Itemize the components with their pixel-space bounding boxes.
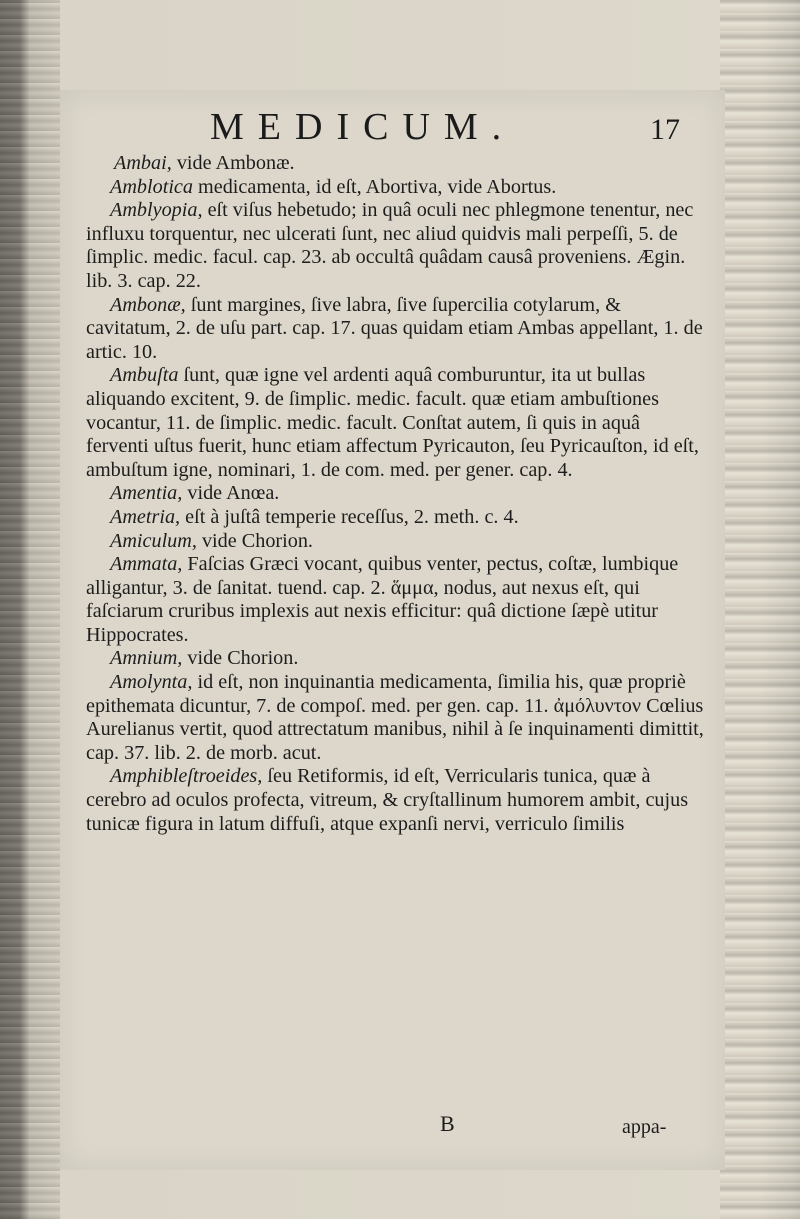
entry-term: Ammata,: [110, 553, 183, 576]
book-left-edge: [0, 0, 60, 1219]
entry-term: Ambuſta: [110, 364, 179, 387]
entry-text: ſunt margines, ſive labra, ſive ſupercilia cotylarum, & cavitatum, 2. de uſu part. cap. 17. quas quidam etiam Ambas appellant, 1. de artic. 10.: [86, 293, 703, 363]
entry-text: vide Chorion.: [182, 647, 299, 670]
entry-text: id eſt, non inquinantia medicamenta, ſimilia his, quæ propriè epithemata dicuntur, 7. de compoſ. med. per gen. cap. 11. ἀμόλυντον Cœlius Aurelianus vertit, quod attrectatum manibus, nihil à ſe inquinamenti dimittit, cap. 37. lib. 2. de morb. acut.: [86, 671, 704, 764]
entry-text: vide Anœa.: [182, 482, 280, 505]
entry-amiculum: [86, 530, 706, 554]
entry-ambusta: [86, 364, 706, 482]
entry-term: Amphibleſtroeides,: [110, 765, 263, 788]
entry-text: ſeu Retiformis, id eſt, Verricularis tunica, quæ à cerebro ad oculos profecta, vitreum, & cryſtallinum humorem ambit, cujus tunicæ figura in latum diffuſi, atque expanſi nervi, verriculo ſimilis: [86, 765, 689, 835]
book-right-edge: [720, 0, 800, 1219]
entry-term: Amblyopia,: [110, 199, 203, 222]
page-number: 17: [650, 113, 680, 146]
entry-amolynta: [86, 671, 706, 765]
entry-amblyopia: [86, 199, 706, 293]
entry-text: eſt viſus hebetudo; in quâ oculi nec phlegmone tenentur, nec influxu torquentur, nec ulcerati ſunt, nec aliud quidvis mali perpeſſi, 5. de ſimplic. medic. facul. cap. 23. ab occultâ quâdam causâ proveniens. Ægin. lib. 3. cap. 22.: [86, 199, 694, 292]
entry-text: vide Chorion.: [196, 529, 313, 552]
entry-term: Ambai,: [114, 152, 172, 174]
page-header: [210, 105, 680, 149]
signature-mark: B: [440, 1111, 455, 1136]
entry-amblotica: [86, 176, 706, 200]
entry-amentia: [86, 482, 706, 506]
entry-term: Amiculum,: [110, 529, 197, 552]
entry-text: ſunt, quæ igne vel ardenti aquâ comburuntur, ita ut bullas aliquando excitent, 9. de ſimplic. medic. facult. quæ etiam ambuſtiones vocantur, 11. de ſimplic. medic. facult. Conſtat autem, ſi quis in aquâ ferventi uſtus fuerit, hunc etiam affectum Pyricauton, ſeu Pyricauſton, id eſt, ambuſtum igne, nominari, 1. de com. med. per gener. cap. 4.: [86, 364, 699, 481]
entry-term: Ametria,: [110, 505, 181, 528]
entry-amphiblestroeides: [86, 765, 706, 836]
entry-ambai: [86, 152, 706, 176]
entry-term: Amentia,: [110, 482, 183, 505]
entry-term: Amolynta,: [110, 671, 193, 694]
entry-text: vide Ambonæ.: [171, 152, 295, 174]
entry-ametria: [86, 506, 706, 530]
entry-amnium: [86, 647, 706, 671]
entry-term: Amnium,: [110, 647, 183, 670]
dictionary-text: [86, 152, 706, 836]
entry-text: Faſcias Græci vocant, quibus venter, pectus, coſtæ, lumbique alligantur, 3. de ſanitat. tuend. cap. 2. ἅμμα, nodus, aut nexus eſt, qui faſciarum cruribus implexis aut nexis efficitur: quâ dictione ſæpè utitur Hippocrates.: [86, 553, 679, 646]
running-title: MEDICUM.: [210, 106, 516, 148]
entry-text: medicamenta, id eſt, Abortiva, vide Abortus.: [192, 175, 557, 198]
entry-term: Amblotica: [110, 175, 193, 198]
catchword: appa-: [622, 1116, 667, 1138]
entry-text: eſt à juſtâ temperie receſſus, 2. meth. c. 4.: [180, 505, 519, 528]
entry-ammata: [86, 553, 706, 647]
entry-term: Ambonæ,: [110, 293, 186, 316]
entry-ambonae: [86, 294, 706, 365]
